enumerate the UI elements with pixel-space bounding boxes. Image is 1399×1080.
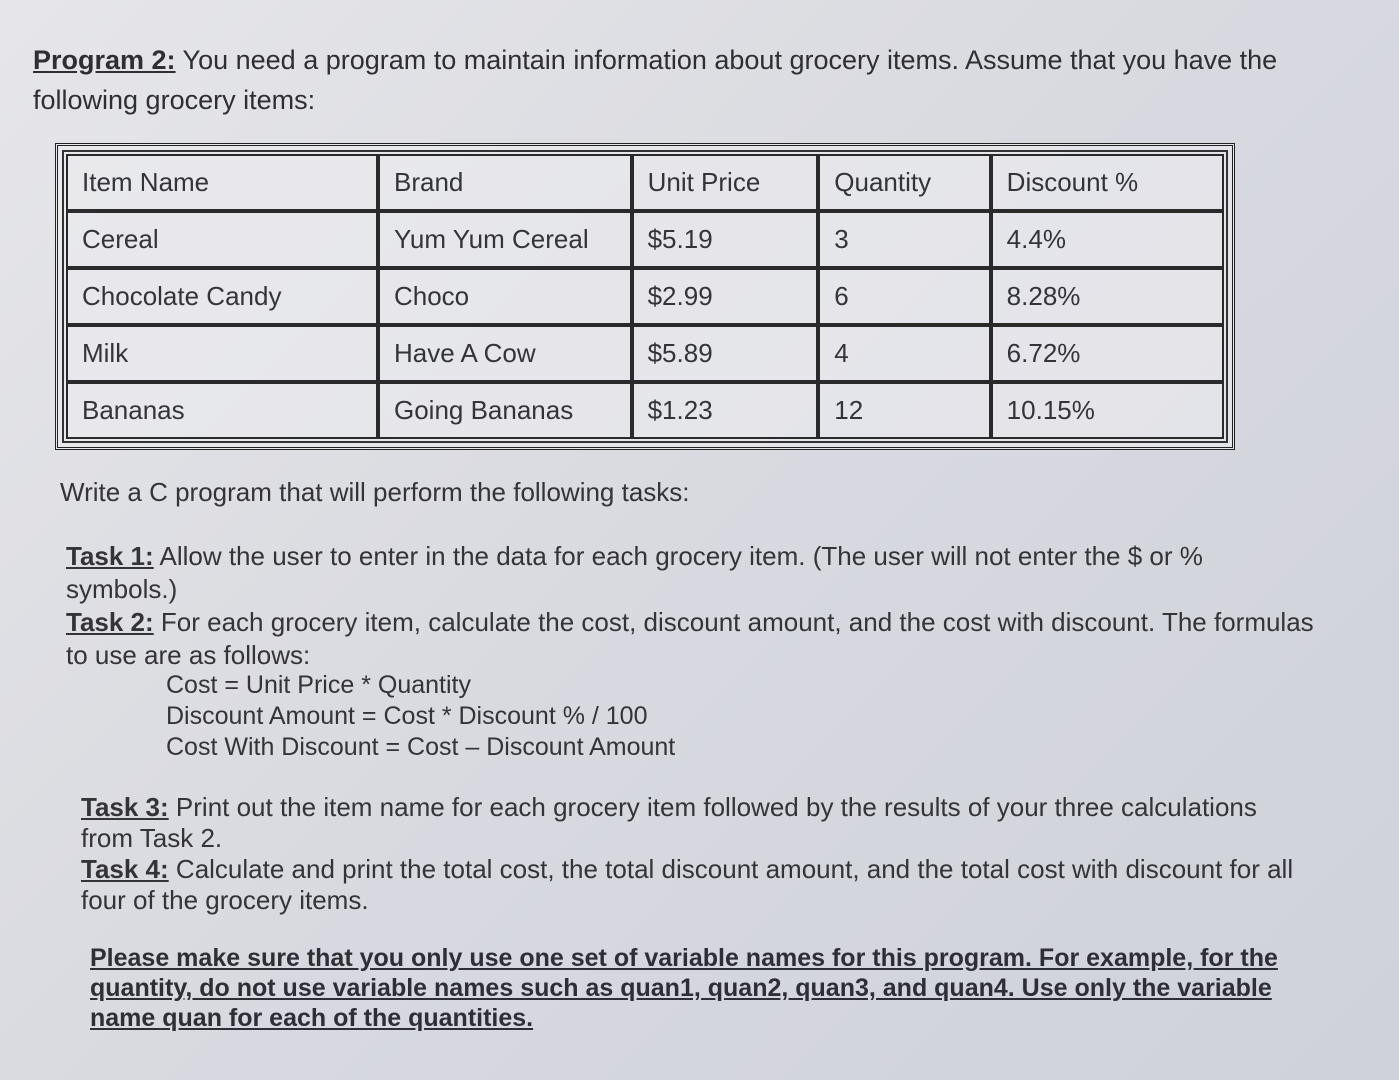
- table-header-row: [66, 154, 1224, 211]
- cell-item-name: Cereal: [66, 211, 378, 268]
- table-row: [66, 211, 1224, 268]
- task-1-label: Task 1:: [66, 541, 154, 571]
- cell-brand: Have A Cow: [378, 325, 632, 382]
- formula-cost: Cost = Unit Price * Quantity: [166, 671, 471, 699]
- cell-quantity: 6: [818, 268, 990, 325]
- table-row: [66, 268, 1224, 325]
- header-brand: Brand: [378, 154, 632, 211]
- cell-brand: Yum Yum Cereal: [378, 211, 632, 268]
- variable-names-note: Please make sure that you only use one set of variable names for this program. For example, for the quantity, do not use variable names such as quan1, quan2, quan3, and quan4. Use only the variable name quan for each of the quantities.: [90, 944, 1278, 1032]
- program-intro: [33, 40, 1343, 120]
- cell-discount: 6.72%: [991, 325, 1224, 382]
- task-3: [81, 792, 1301, 854]
- task-3-label: Task 3:: [81, 792, 169, 822]
- header-unit-price: Unit Price: [632, 154, 819, 211]
- task-1: [66, 540, 1316, 606]
- program-label: Program 2:: [33, 45, 176, 75]
- header-quantity: Quantity: [818, 154, 990, 211]
- cell-quantity: 12: [818, 382, 990, 439]
- instructions-heading: Write a C program that will perform the following tasks:: [60, 477, 690, 507]
- grocery-items-table: [55, 143, 1235, 450]
- task-4-label: Task 4:: [81, 854, 169, 884]
- table-row: [66, 325, 1224, 382]
- formula-discount-amount: Discount Amount = Cost * Discount % / 100: [166, 702, 648, 730]
- cell-item-name: Bananas: [66, 382, 378, 439]
- cell-brand: Choco: [378, 268, 632, 325]
- cell-item-name: Milk: [66, 325, 378, 382]
- cell-quantity: 4: [818, 325, 990, 382]
- header-discount: Discount %: [991, 154, 1224, 211]
- tasks-block-2: [81, 792, 1301, 916]
- cell-discount: 10.15%: [991, 382, 1224, 439]
- cell-brand: Going Bananas: [378, 382, 632, 439]
- header-item-name: Item Name: [66, 154, 378, 211]
- cell-discount: 4.4%: [991, 211, 1224, 268]
- formulas-block: [166, 670, 675, 763]
- task-2-text: For each grocery item, calculate the cost, discount amount, and the cost with discount. The formulas to use are as follows:: [66, 607, 1314, 670]
- program-intro-text: You need a program to maintain information about grocery items. Assume that you have the following grocery items:: [33, 45, 1278, 115]
- cell-unit-price: $2.99: [632, 268, 819, 325]
- cell-unit-price: $1.23: [632, 382, 819, 439]
- cell-unit-price: $5.89: [632, 325, 819, 382]
- task-2: [66, 606, 1316, 672]
- task-1-text: Allow the user to enter in the data for each grocery item. (The user will not enter the $ or % symbols.): [66, 541, 1203, 604]
- task-3-text: Print out the item name for each grocery item followed by the results of your three calculations from Task 2.: [81, 792, 1257, 853]
- formula-cost-with-discount: Cost With Discount = Cost – Discount Amount: [166, 733, 676, 761]
- task-4-text: Calculate and print the total cost, the total discount amount, and the total cost with discount for all four of the grocery items.: [81, 854, 1294, 915]
- cell-discount: 8.28%: [991, 268, 1224, 325]
- cell-quantity: 3: [818, 211, 990, 268]
- cell-unit-price: $5.19: [632, 211, 819, 268]
- cell-item-name: Chocolate Candy: [66, 268, 378, 325]
- task-2-label: Task 2:: [66, 607, 154, 637]
- tasks-block-1: [66, 540, 1316, 672]
- task-4: [81, 854, 1301, 916]
- table-row: [66, 382, 1224, 439]
